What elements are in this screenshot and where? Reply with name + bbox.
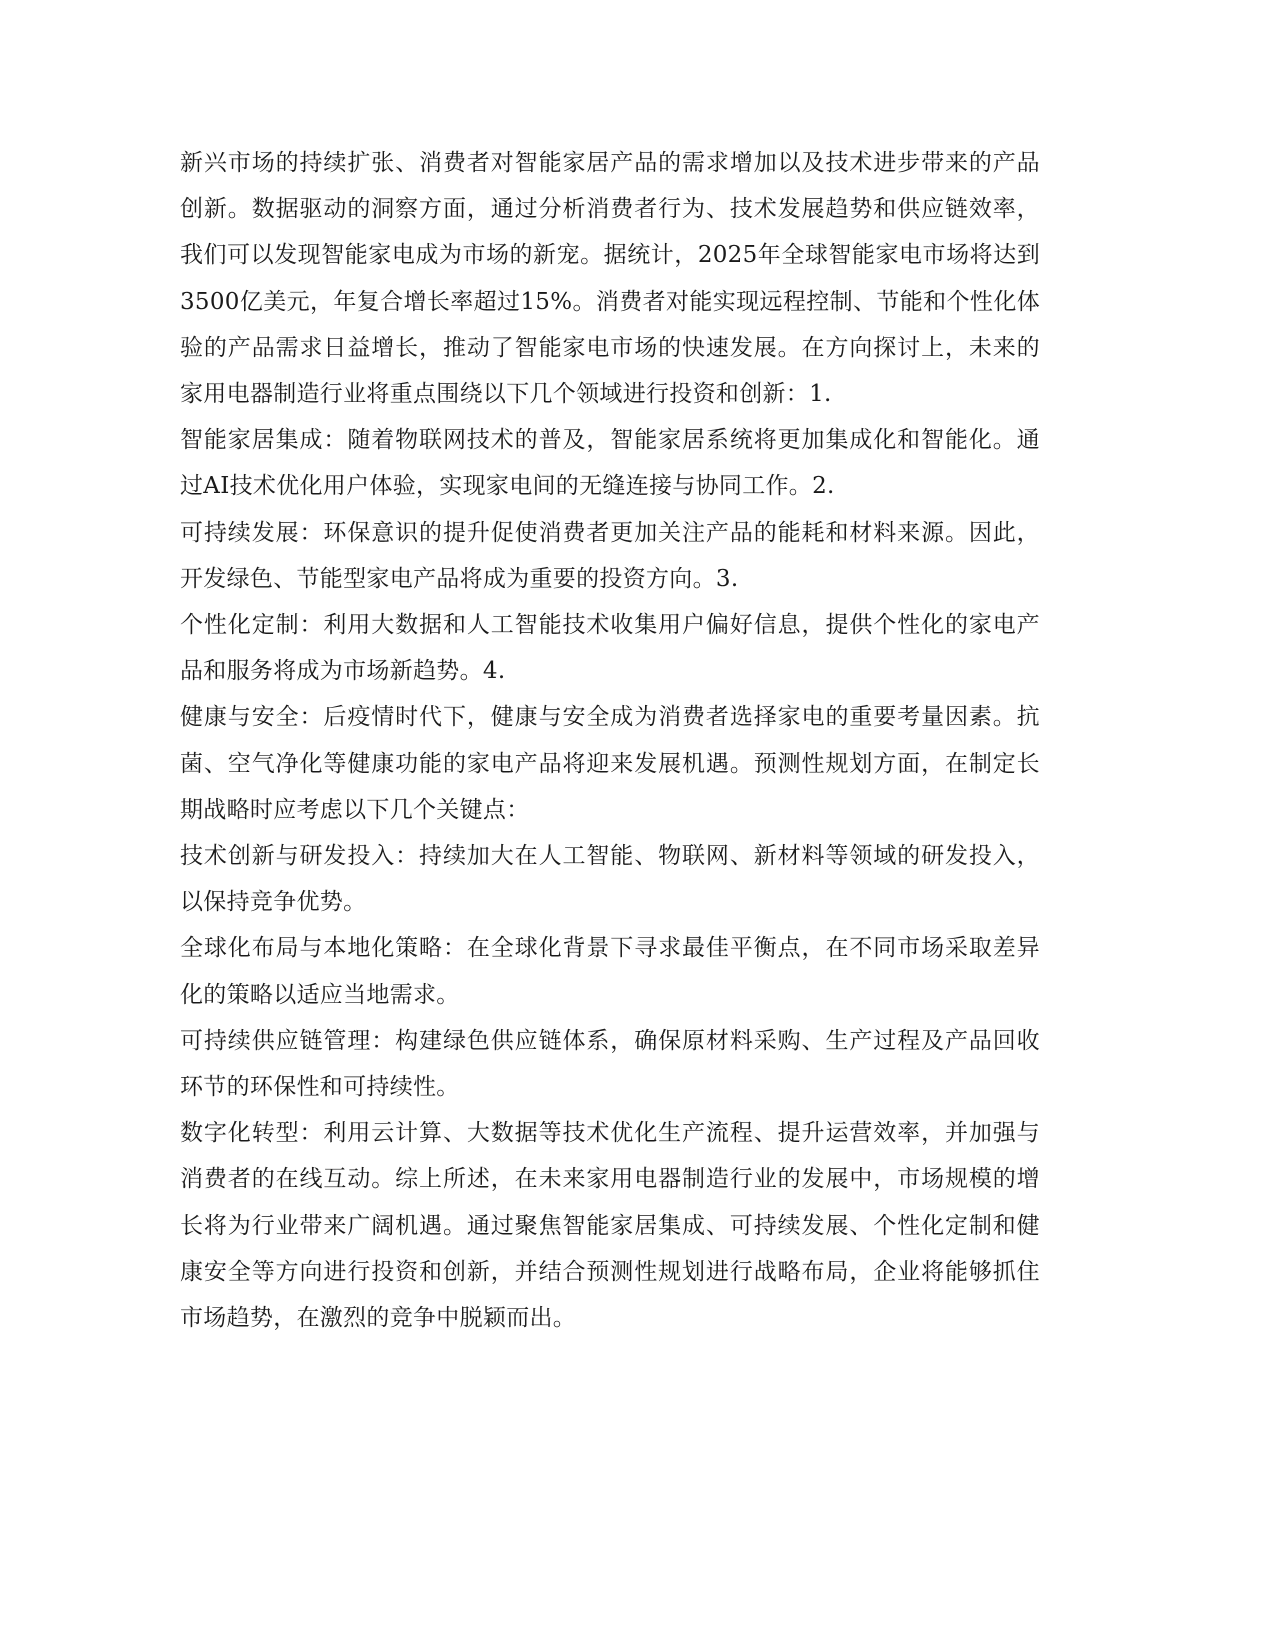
paragraph-sustainable-supply-chain: 可持续供应链管理：构建绿色供应链体系，确保原材料采购、生产过程及产品回收环节的环保性和可持续性。 [180,1027,1040,1101]
paragraph-health-and-safety: 健康与安全：后疫情时代下，健康与安全成为消费者选择家电的重要考量因素。抗菌、空气净化等健康功能的家电产品将迎来发展机遇。预测性规划方面，在制定长期战略时应考虑以下几个关键点： [180,704,1040,823]
paragraph-personalized-customization: 个性化定制：利用大数据和人工智能技术收集用户偏好信息，提供个性化的家电产品和服务将成为市场新趋势。4. [180,612,1040,685]
paragraph-sustainable-development: 可持续发展：环保意识的提升促使消费者更加关注产品的能耗和材料来源。因此，开发绿色、节能型家电产品将成为重要的投资方向。3. [180,519,1040,592]
paragraph-globalization-strategy: 全球化布局与本地化策略：在全球化背景下寻求最佳平衡点，在不同市场采取差异化的策略以适应当地需求。 [180,935,1040,1008]
paragraph-smart-home-integration: 智能家居集成：随着物联网技术的普及，智能家居系统将更加集成化和智能化。通过AI技术优化用户体验，实现家电间的无缝连接与协同工作。2. [180,427,1040,500]
paragraph-intro: 新兴市场的持续扩张、消费者对智能家居产品的需求增加以及技术进步带来的产品创新。数据驱动的洞察方面，通过分析消费者行为、技术发展趋势和供应链效率，我们可以发现智能家电成为市场的新宠。据统计，2025年全球智能家电市场将达到3500亿美元，年复合增长率超过15%。消费者对能实现远程控制、节能和个性化体验的产品需求日益增长，推动了智能家电市场的快速发展。在方向探讨上，未来的家用电器制造行业将重点围绕以下几个领域进行投资和创新：1. [180,150,1040,408]
paragraph-tech-innovation: 技术创新与研发投入：持续加大在人工智能、物联网、新材料等领域的研发投入，以保持竞争优势。 [180,843,1040,916]
paragraph-digital-transformation: 数字化转型：利用云计算、大数据等技术优化生产流程、提升运营效率，并加强与消费者的在线互动。综上所述，在未来家用电器制造行业的发展中，市场规模的增长将为行业带来广阔机遇。通过聚焦智能家居集成、可持续发展、个性化定制和健康安全等方向进行投资和创新，并结合预测性规划进行战略布局，企业将能够抓住市场趋势，在激烈的竞争中脱颖而出。 [180,1120,1040,1332]
document-body [180,140,1040,1341]
